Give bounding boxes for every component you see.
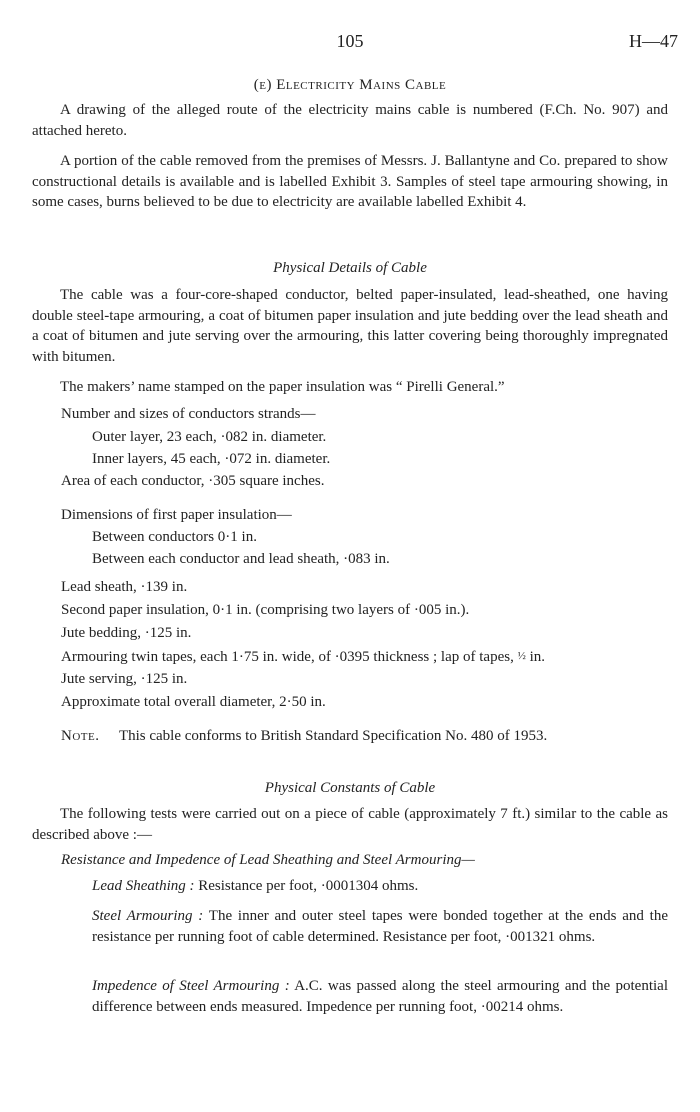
page-number: 105 bbox=[336, 31, 364, 51]
spec-conductor-area: Area of each conductor, ·305 square inches. bbox=[61, 473, 325, 489]
impedence-title: Impedence of Steel Armouring : bbox=[92, 978, 290, 994]
spec-lead-sheath: Lead sheath, ·139 in. bbox=[61, 579, 188, 595]
page-header bbox=[0, 31, 700, 55]
spec-outer-layer: Outer layer, 23 each, ·082 in. diameter. bbox=[92, 429, 327, 445]
spec-armouring-fraction: ½ bbox=[517, 650, 526, 662]
paragraph-exhibits: A portion of the cable removed from the premises of Messrs. J. Ballantyne and Co. prepared to show constructional details is available and is labelled Exhibit 3. Samples of steel tape armouring showing, in some cases, burns believed to be due to electricity are available labelled Exhibit 4. bbox=[32, 153, 668, 210]
spec-second-paper: Second paper insulation, 0·1 in. (comprising two layers of ·005 in.). bbox=[61, 602, 470, 618]
physical-constants-intro bbox=[32, 804, 668, 845]
heading-physical-details: Physical Details of Cable bbox=[273, 260, 427, 276]
spec-dimensions-label: Dimensions of first paper insulation— bbox=[61, 507, 292, 523]
item-impedence bbox=[92, 976, 668, 1017]
note bbox=[61, 726, 547, 747]
paragraph-tests-intro: The following tests were carried out on a piece of cable (approximately 7 ft.) similar to the cable as described above :— bbox=[32, 806, 668, 843]
spec-inner-layers: Inner layers, 45 each, ·072 in. diameter. bbox=[92, 451, 331, 467]
spec-armouring-text: Armouring twin tapes, each 1·75 in. wide, of ·0395 thickness ; lap of tapes, bbox=[61, 649, 514, 665]
item-steel-armouring bbox=[92, 906, 668, 947]
item-lead-sheathing bbox=[92, 876, 668, 897]
spec-strands-label: Number and sizes of conductors strands— bbox=[61, 406, 316, 422]
document-reference: H—47 bbox=[629, 31, 678, 51]
lead-sheathing-title: Lead Sheathing : bbox=[92, 878, 195, 894]
paragraph-makers-name: The makers’ name stamped on the paper insulation was “ Pirelli General.” bbox=[60, 379, 505, 395]
lead-sheathing-text: Resistance per foot, ·0001304 ohms. bbox=[198, 878, 419, 894]
spec-between-each: Between each conductor and lead sheath, ·083 in. bbox=[92, 551, 390, 567]
steel-armouring-title: Steel Armouring : bbox=[92, 908, 204, 924]
heading-physical-constants: Physical Constants of Cable bbox=[264, 780, 436, 796]
subheading-resistance: Resistance and Impedence of Lead Sheathing and Steel Armouring— bbox=[61, 852, 475, 868]
spec-jute-bedding: Jute bedding, ·125 in. bbox=[61, 625, 192, 641]
physical-details-text bbox=[32, 285, 668, 398]
spec-armouring bbox=[61, 646, 545, 668]
note-label: Note. bbox=[61, 728, 100, 744]
section-intro bbox=[32, 100, 668, 213]
note-text: This cable conforms to British Standard Specification No. 480 of 1953. bbox=[118, 728, 548, 744]
impedence-text: A.C. was passed along the steel armouring and the potential difference between ends measured. Impedence per running foot, ·00214 ohms. bbox=[92, 978, 668, 1015]
paragraph-route-drawing: A drawing of the alleged route of the electricity mains cable is numbered (F.Ch. No. 907) and attached hereto. bbox=[32, 102, 668, 139]
paragraph-cable-construction: The cable was a four-core-shaped conductor, belted paper-insulated, lead-sheathed, one having double steel-tape armouring, a coat of bitumen paper insulation and jute bedding over the lead sheath and a coat of bitumen and jute serving over the armouring, this latter covering being thoroughly impregnated with bitumen. bbox=[32, 287, 668, 365]
spec-between-conductors: Between conductors 0·1 in. bbox=[92, 529, 257, 545]
steel-armouring-text: The inner and outer steel tapes were bonded together at the ends and the resistance per running foot of cable determined. Resistance per foot, ·001321 ohms. bbox=[92, 908, 668, 945]
spec-armouring-unit: in. bbox=[529, 649, 545, 665]
section-title: (e) Electricity Mains Cable bbox=[253, 77, 447, 93]
spec-jute-serving: Jute serving, ·125 in. bbox=[61, 671, 188, 687]
spec-overall-diameter: Approximate total overall diameter, 2·50 in. bbox=[61, 694, 326, 710]
